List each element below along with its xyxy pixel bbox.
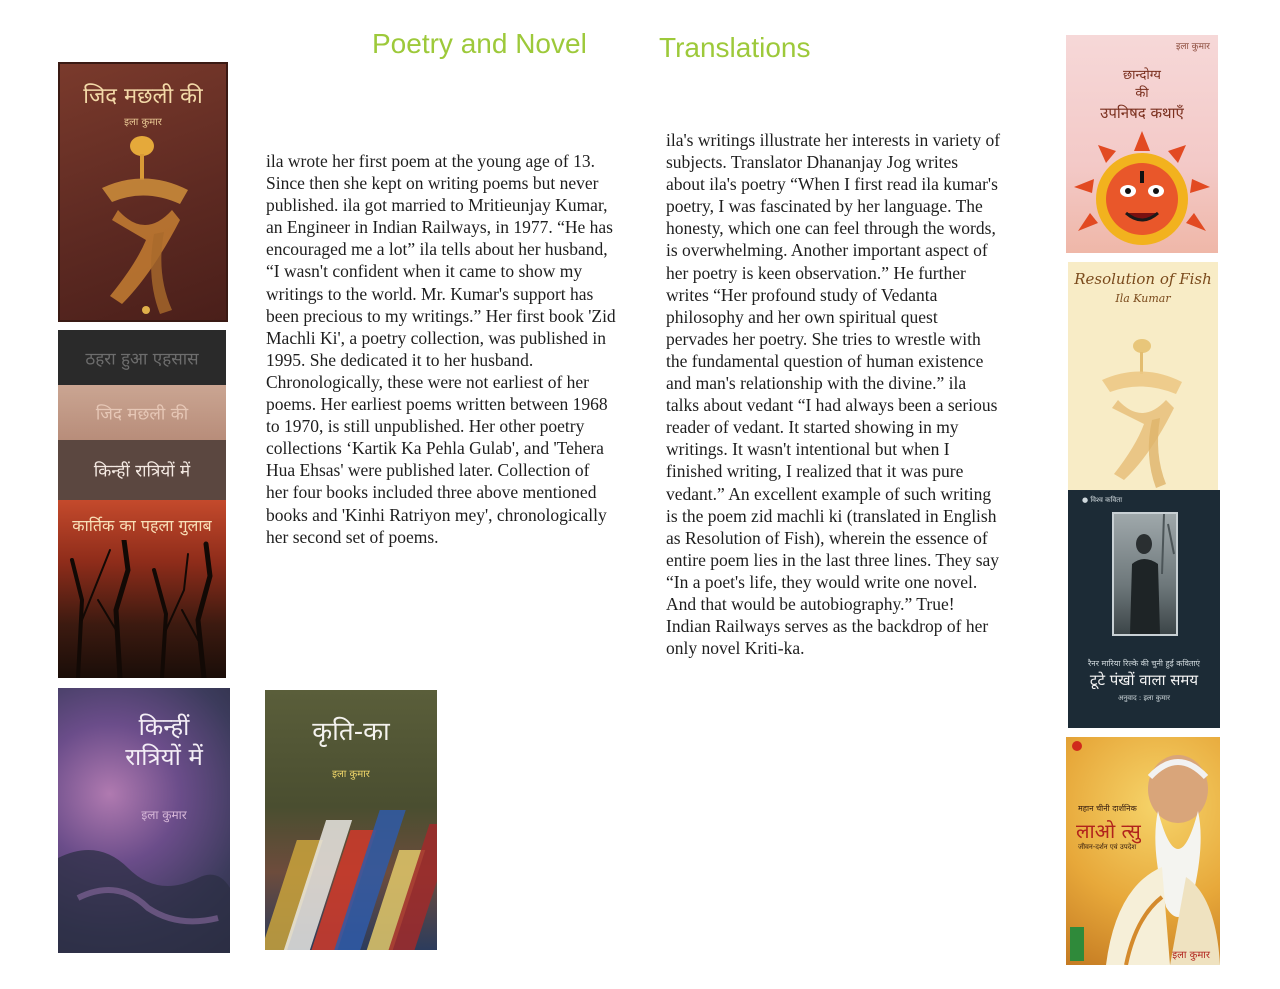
spine-kinhi-ratriyon-mein (58, 440, 226, 500)
poetry-and-novel-heading: Poetry and Novel (372, 28, 587, 59)
cover-title-line-1: छान्दोग्य (1123, 68, 1161, 83)
cover-artwork (1068, 262, 1218, 492)
cover-artwork (58, 828, 230, 953)
cover-author: इला कुमार (1172, 950, 1210, 961)
cover-author: इला कुमार (124, 117, 162, 128)
book-cover-chhandogya-upanishad (1066, 35, 1218, 253)
cover-author: इला कुमार (141, 808, 187, 822)
book-stack-photo (58, 330, 226, 678)
spine-title: जिद मछली की (95, 404, 189, 424)
spine-tehra-hua-ehsas (58, 330, 226, 385)
spine-title: कार्तिक का पहला गुलाब (72, 516, 212, 535)
cover-title-line-2: रात्रियों में (125, 743, 203, 771)
cover-kartik-ka-pehla-gulab (58, 500, 226, 678)
cover-translator: अनुवाद : इला कुमार (1118, 694, 1170, 702)
spine-title: किन्हीं रात्रियों में (93, 461, 191, 482)
spine-title: ठहरा हुआ एहसास (85, 349, 199, 369)
cover-artwork (60, 64, 228, 322)
book-cover-lao-tsu (1066, 737, 1220, 965)
cover-subtitle: महान चीनी दार्शनिक (1078, 804, 1137, 813)
book-cover-toote-pankhon-wala-samay (1068, 490, 1220, 728)
cover-author: इला कुमार (332, 769, 370, 780)
cover-title: Resolution of Fish (1074, 270, 1212, 288)
cover-author: Ila Kumar (1115, 292, 1171, 305)
book-cover-resolution-of-fish (1068, 262, 1218, 492)
cover-title: टूटे पंखों वाला समय (1089, 671, 1199, 689)
poet-photo (1112, 512, 1178, 636)
cover-author: इला कुमार (1175, 42, 1210, 52)
cover-title: कृति-का (312, 717, 390, 747)
cover-title: जिद मछली की (83, 84, 203, 109)
cover-title: लाओ त्सु (1076, 819, 1141, 843)
book-cover-kriti-ka (265, 690, 437, 950)
sun-face-artwork (1066, 131, 1218, 253)
series-label: ● विश्व कविता (1082, 496, 1123, 504)
cover-tagline: जीवन-दर्शन एवं उपदेश (1078, 843, 1137, 851)
tree-silhouette-art (58, 540, 226, 678)
book-cover-kinhi-ratriyon-mein (58, 688, 230, 953)
cover-title-line-1: किन्हीं (138, 713, 190, 741)
cover-title-line-3: उपनिषद कथाएँ (1100, 104, 1184, 122)
translations-body-text: ila's writings illustrate her interests in variety of subjects. Translator Dhananjay Jog writes about ila's poetry “When I first read ila kumar's poetry, I was fascinated by her language. The honesty, which one can feel through the words, is overwhelming. Another important aspect of her poetry is keen observation.” He further writes “Her profound study of Vedanta philosophy and her own spiritual quest pervades her poetry. She tries to wrestle with the fundamental question of human existence and man's relationship with the divine.” ila talks about vedant “I had always been a serious reader of vedant. It started showing in my writings. It wasn't intentional but when I finished writing, I realized that it was pure vedant.” An excellent example of such writing is the poem zid machli ki (translated in English as Resolution of Fish), wherein the essence of entire poem lies in the last three lines. They say “In a poet's life, they would write one novel. And that would be autobiography.” True! Indian Railways serves as the backdrop of her only novel Kriti-ka. (666, 130, 1001, 659)
translations-heading: Translations (659, 32, 811, 63)
book-cover-zid-machli-ki (58, 62, 228, 322)
spine-zid-machli-ki (58, 385, 226, 440)
poetry-body-text: ila wrote her first poem at the young age of 13. Since then she kept on writing poems but never published. ila got married to Mritieunjay Kumar, an Engineer in Indian Railways, in 1977. “He has encouraged me a lot” ila tells about her husband, “I wasn't confident when it came to show my writings to the world. Mr. Kumar's support has been precious to my writings.” Her first book 'Zid Machli Ki', a poetry collection, was published in 1995. She dedicated it to her husband. Chronologically, these were not earliest of her poems. Her earliest poems written between 1968 to 1970, is still unpublished. Her other poetry collections ‘Kartik Ka Pehla Gulab', and 'Tehera Hua Ehsas' were published later. Collection of her four books included three above mentioned books and 'Kinhi Ratriyon mey', chronologically her second set of poems. (266, 151, 616, 547)
cover-title-line-2: की (1135, 86, 1149, 101)
cover-subtitle: रैनर मारिया रिल्के की चुनी हुई कविताएं (1088, 659, 1200, 668)
